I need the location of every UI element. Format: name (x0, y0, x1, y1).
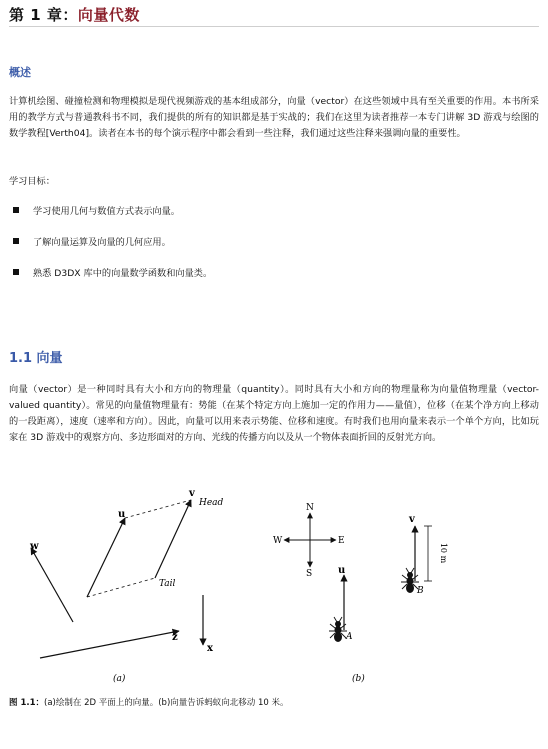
label-v-b: v (409, 514, 415, 525)
section-paragraph: 向量（vector）是一种同时具有大小和方向的物理量（quantity）。同时具有大小和方向的物理量称为向量值物理量（vector-valued quantity）。常见的向量值物理量有：势能（在某个特定方向上施加一定的作用力——量值），位移（在某个净方向上移动的一段距离），速度（速率和方向）。因此，向量可以用来表示势能、位移和速度。有时我们也用向量来表示一个单个方向，比如玩家在 3D 游戏中的观察方向、多边形面对的方向、光线的传播方向以及从一个物体表面折回的反射光方向。 (9, 384, 539, 443)
goal-text: 熟悉 D3DX 库中的向量数学函数和向量类。 (33, 268, 213, 279)
label-tail: Tail (159, 579, 176, 589)
vector-v-a (155, 500, 191, 578)
parallelogram-bottom (87, 578, 155, 597)
chapter-prefix: 第 1 章： (9, 6, 78, 24)
overview-paragraph: 计算机绘图、碰撞检测和物理模拟是现代视频游戏的基本组成部分，向量（vector）在这些领域中具有至关重要的作用。本书所采用的教学方式与普通教科书不同，我们提供的所有的知识都是基于实战的；我们在这里为读者推荐一本专门讲解 3D 游戏与绘图的数学教程[Verth04]。读者在本书的每个演示程序中都会看到一些注释，我们通过这些注释来强调向量的重要性。 (9, 96, 539, 139)
label-part-a: (a) (113, 674, 126, 684)
label-north: N (306, 503, 314, 513)
label-x: x (207, 643, 213, 654)
label-part-b: (b) (352, 674, 365, 684)
label-v-a: v (189, 488, 195, 499)
vector-z (40, 631, 179, 658)
vector-u-a (87, 518, 125, 597)
caption-label: 图 1.1： (9, 698, 45, 708)
label-ant-a: A (346, 632, 353, 642)
section-heading: 1.1 向量 (9, 351, 63, 366)
goal-text: 了解向量运算及向量的几何应用。 (33, 237, 171, 248)
label-south: S (306, 569, 313, 579)
label-u-b: u (338, 565, 346, 576)
label-ant-b: B (417, 586, 424, 596)
figure-caption (9, 696, 288, 708)
label-distance: 10 m (439, 542, 448, 564)
label-east: E (338, 536, 345, 546)
goals-label: 学习目标： (9, 176, 55, 187)
label-z: z (172, 632, 178, 643)
parallelogram-top (125, 500, 191, 518)
overview-heading: 概述 (9, 66, 31, 79)
label-head: Head (199, 498, 224, 508)
chapter-name: 向量代数 (77, 6, 140, 24)
label-w: w (30, 541, 39, 552)
label-u-a: u (118, 509, 126, 520)
caption-text: (a)绘制在 2D 平面上的向量。(b)向量告诉蚂蚁向北移动 10 米。 (44, 698, 289, 708)
label-west: W (273, 536, 283, 546)
vector-w (31, 548, 73, 622)
goal-text: 学习使用几何与数值方式表示向量。 (33, 206, 180, 217)
